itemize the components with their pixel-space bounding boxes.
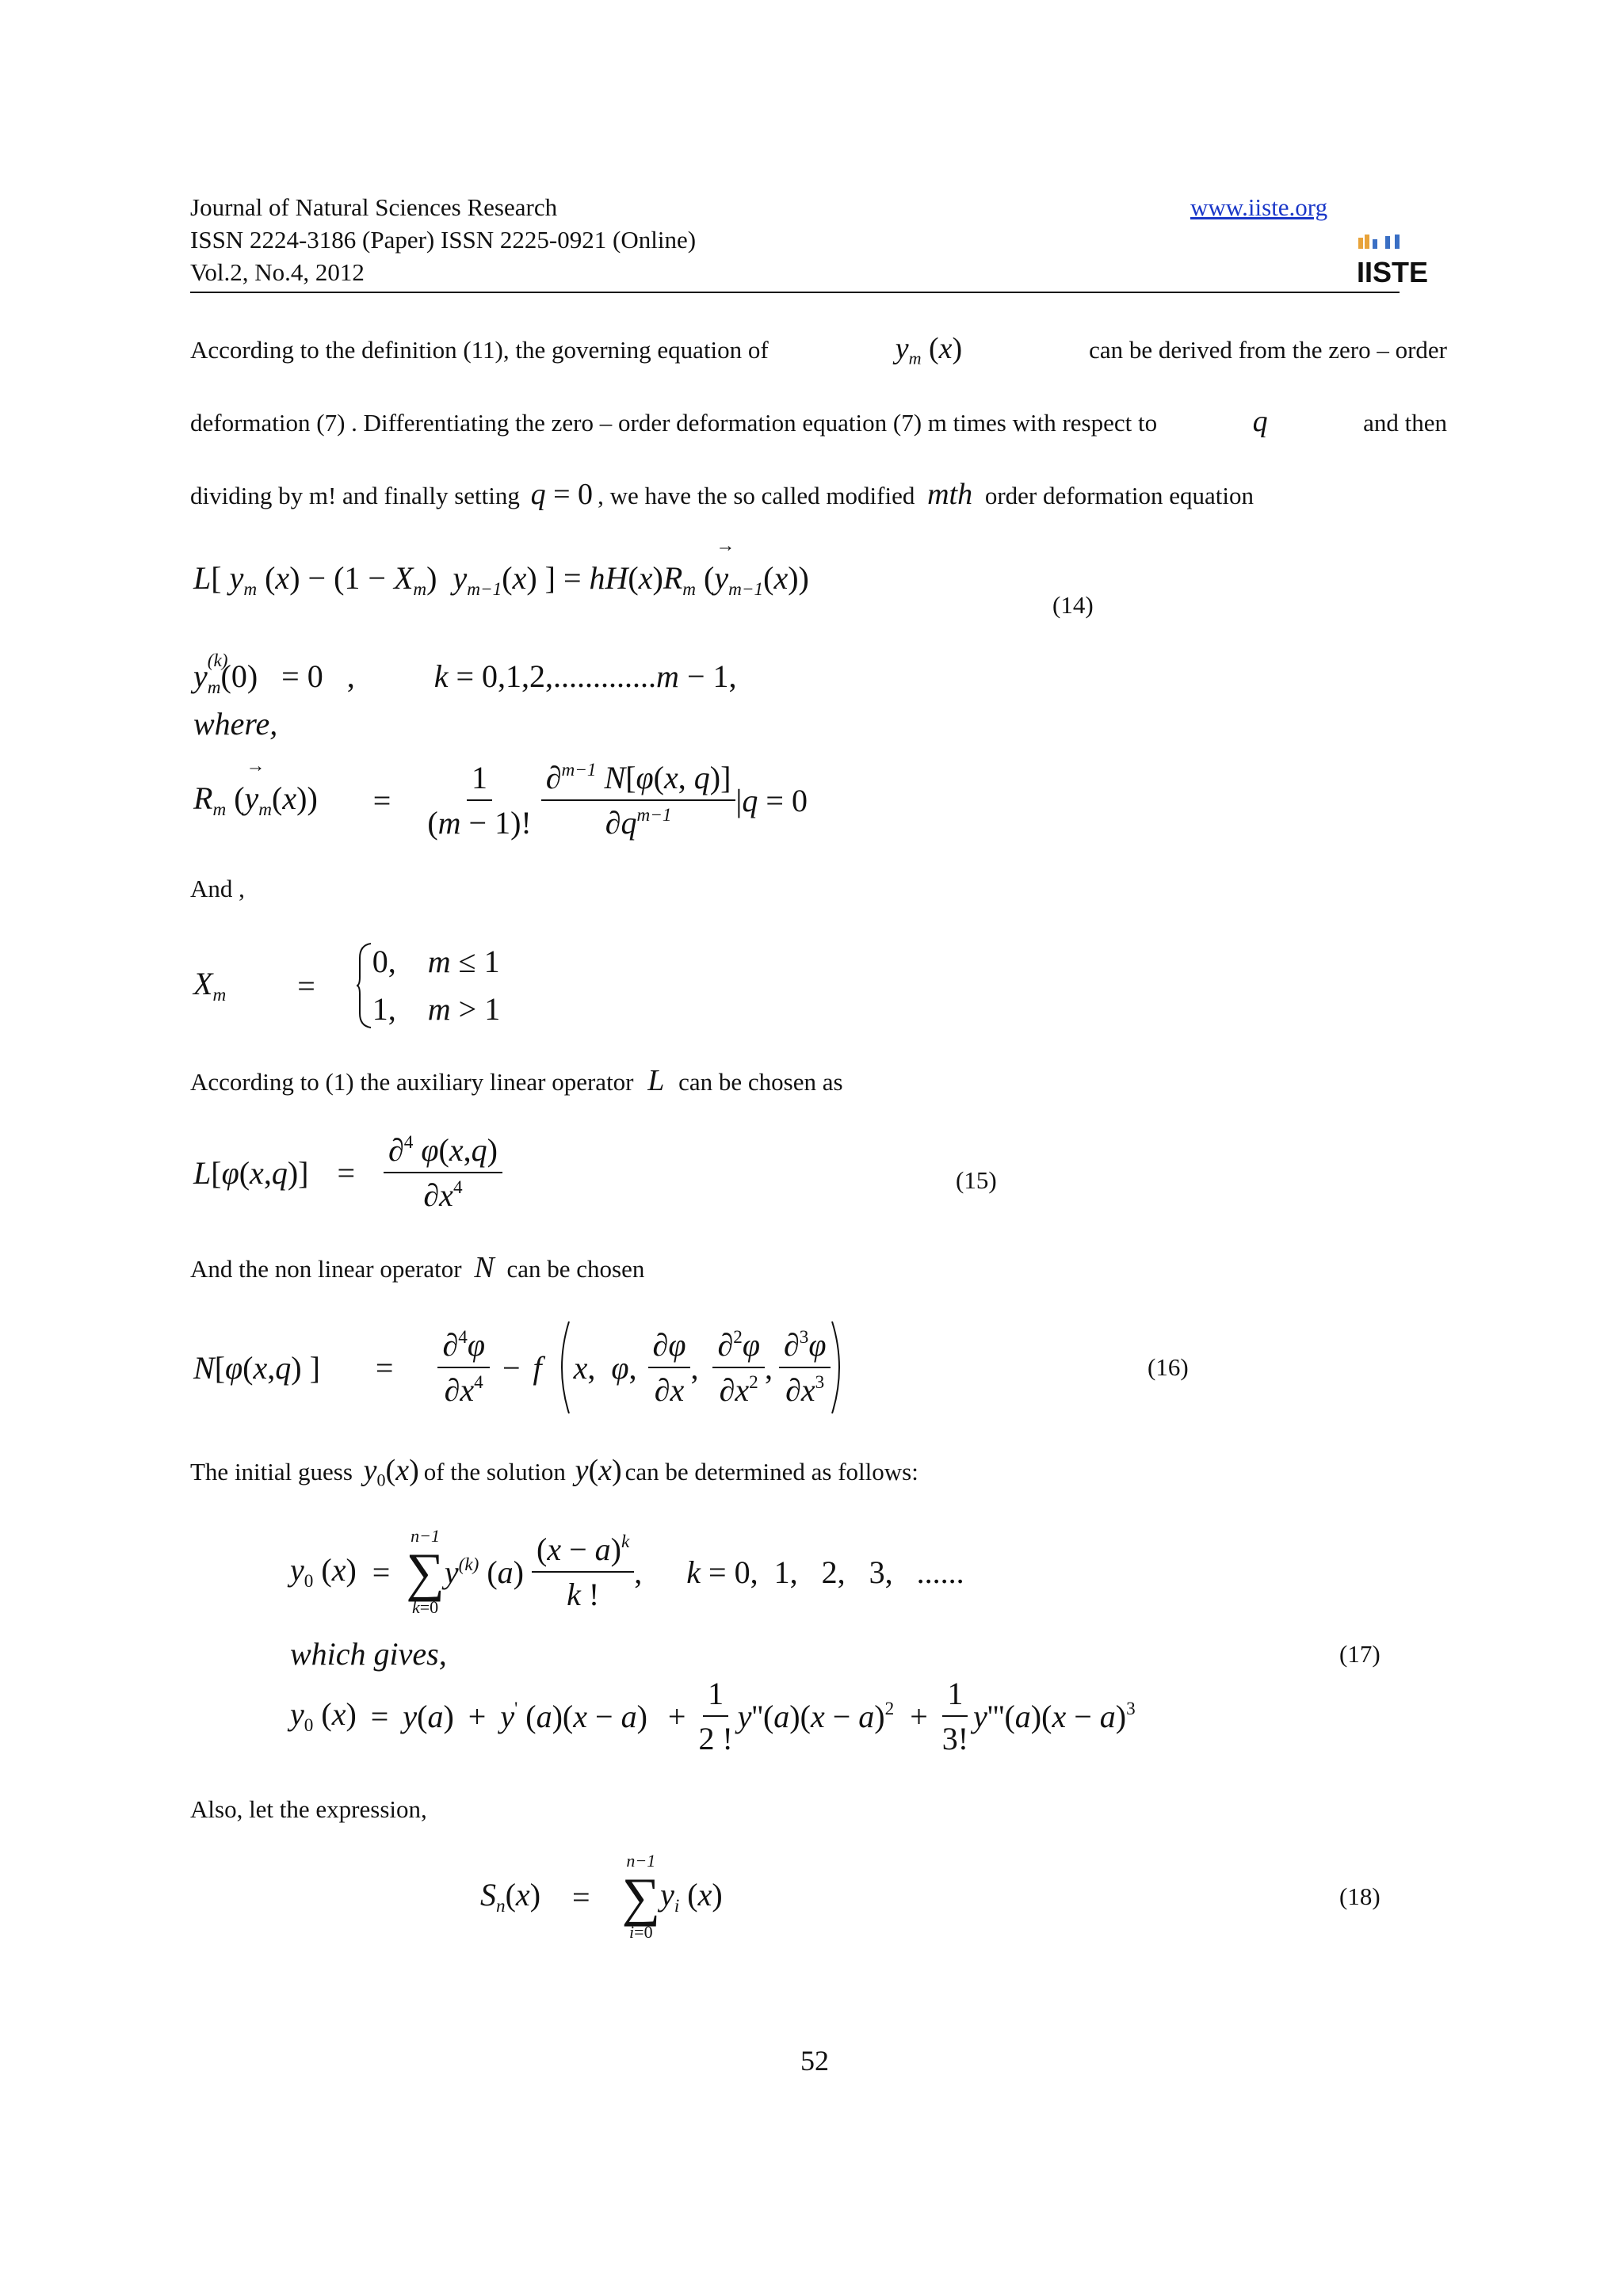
paragraph-line-3 [190,479,1254,512]
text-fragment: can be derived from the zero – order [1089,336,1447,364]
math-ym-x: $y_m$ (x) [895,332,963,368]
text-fragment: And the non linear operator [190,1255,462,1283]
equation-Xm-piecewise: $X_m$ = 0, m ≤ 1 1, m > 1 [193,938,500,1033]
text-fragment: The initial guess [190,1458,353,1486]
paragraph-initial-guess [190,1455,918,1497]
logo-text: IISTE [1357,256,1429,288]
text-fragment: deformation (7) . Differentiating the zero – order deformation equation (7) m times with respect to [190,409,1158,437]
paragraph-nonlinear-operator [190,1252,644,1285]
word-where: where, [193,706,278,742]
text-and: And , [190,875,245,902]
text-fragment: dividing by m! and finally setting [190,482,520,509]
iiste-logo-icon [1357,233,1429,292]
equation-16: N[φ(x,q) ] = $\frac{\partial^4\varphi}{\partial x^4}$ − f x, φ, $\frac{\partial\varphi}{\partial x}$ , $\frac{\partial^2\varphi}{\partial x^2}$ , $\frac{\partial^3\varphi}{\partial x^3}$ [193,1320,848,1415]
equation-17-taylor-sum: $y_0$ (x) = n−1 ∑ k=0 $y^{(k)}$ (a) $\frac{(x - a)^k}{k !}$ , k = 0, 1, 2, 3, ...... [290,1526,964,1617]
text-fragment: can be chosen as [678,1068,843,1096]
text-fragment: of the solution [423,1458,566,1486]
text-fragment: order deformation equation [984,482,1254,509]
journal-issn: ISSN 2224-3186 (Paper) ISSN 2225-0921 (Online) [190,226,697,254]
paragraph-line-2 [190,406,1447,439]
text-fragment: and then [1363,409,1447,437]
math-q: q [1252,405,1268,438]
paragraph-line-1 [190,333,1447,375]
equation-14-main: L[ $y_m$ $(x) - (1 - X_m)$ $y_{m-1}(x)$ ] = $hH(x)R_m$ (y → $_{m-1}$(x)) [193,536,809,601]
left-brace-icon [355,942,372,1029]
equation-14-initial-conditions: y $_{(k) m}$(0) = 0 , k = 0,1,2,.............m − 1, [193,650,737,699]
equation-number-18: (18) [1339,1882,1381,1910]
equation-number-17: (17) [1339,1640,1381,1668]
text-also: Also, let the expression, [190,1795,427,1823]
equation-15: L[φ(x,q)] = $\frac{\partial^4 \varphi(x,q)}{\partial x^4}$ [193,1131,502,1214]
math-q-eq-0: q = 0 [530,478,594,511]
text-fragment: can be determined as follows: [624,1458,918,1486]
math-y0-x: $y_0(x)$ [363,1454,419,1490]
equation-number-15: (15) [956,1166,997,1194]
page-number: 52 [800,2045,829,2077]
journal-title: Journal of Natural Sciences Research [190,193,558,221]
equation-18: $S_n(x)$ = n−1 ∑ i=0 $y_i$ (x) [480,1851,723,1942]
header-rule [190,292,1400,293]
paragraph-auxiliary-operator [190,1065,843,1098]
journal-volume: Vol.2, No.4, 2012 [190,258,365,286]
math-mth: mth [927,478,973,511]
math-L: L [647,1064,665,1097]
word-which-gives: which gives, [290,1636,447,1672]
equation-number-14: (14) [1052,591,1094,619]
equation-14-Rm-definition: $R_m$ (y → $_m$(x)) = $\frac{1}{(m - 1)!}$ $\frac{\partial^{m-1} N[\varphi(x, q)]}{\partial q^{m-1}}$ | q = 0 [193,755,808,841]
text-fragment: According to the definition (11), the governing equation of [190,336,769,364]
right-paren-icon [831,1320,848,1415]
text-fragment: , we have the so called modified [598,482,915,509]
equation-17-expansion: $y_0$ (x) = y(a) + y' (a)(x − a) + $\frac{1}{2 !}$ $y''(a)(x - a)^2$ + $\frac{1}{3!}$ $y'''(a)(x - a)^3$ [290,1676,1136,1756]
text-fragment: According to (1) the auxiliary linear operator [190,1068,634,1096]
math-y-x: y(x) [575,1454,622,1487]
journal-url-link[interactable]: www.iiste.org [1190,193,1328,221]
equation-number-16: (16) [1148,1353,1189,1381]
math-N: N [474,1251,495,1284]
text-fragment: can be chosen [506,1255,645,1283]
left-paren-icon [553,1320,571,1415]
